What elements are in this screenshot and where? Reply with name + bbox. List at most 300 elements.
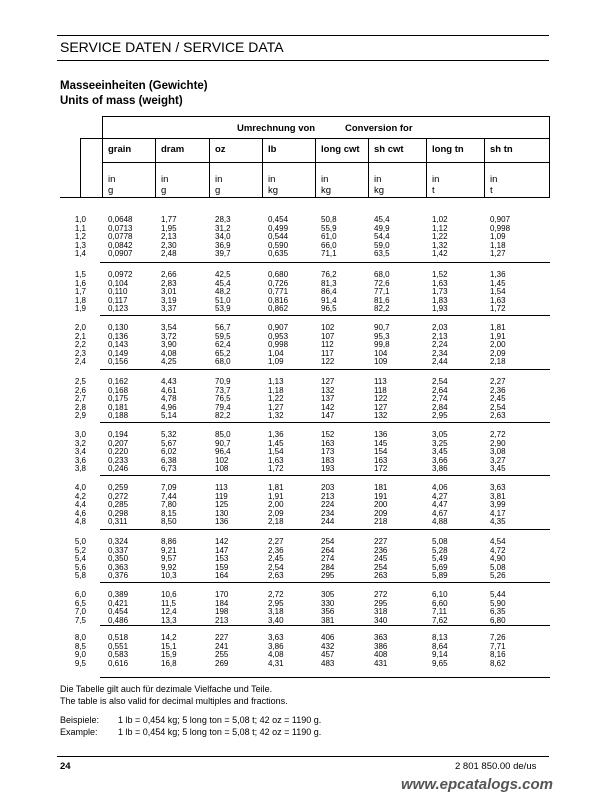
example-en-text: 1 lb = 0,454 kg; 5 long ton = 5,08 t; 42 oz = 1190 g. xyxy=(118,727,322,737)
table-cell: 122 xyxy=(374,394,388,404)
table-cell: 6,10 xyxy=(432,590,448,599)
table-cell: 3,01 xyxy=(161,287,177,297)
table-cell: 4,08 xyxy=(268,650,284,660)
unit-oz: in g xyxy=(215,174,223,196)
table-cell: 0,616 xyxy=(108,658,129,668)
table-cell: 4,17 xyxy=(490,508,506,518)
table-cell: 14,2 xyxy=(161,633,177,642)
table-cell: 3,86 xyxy=(432,464,448,474)
table-cell: 269 xyxy=(215,658,229,668)
table-cell: 4,06 xyxy=(432,483,448,492)
table-cell: 3,25 xyxy=(432,438,448,448)
table-cell: 0,272 xyxy=(108,491,129,501)
table-cell: 236 xyxy=(374,545,388,555)
table-cell: 0,181 xyxy=(108,402,129,412)
table-cell: 263 xyxy=(374,571,388,581)
table-cell: 0,454 xyxy=(108,607,129,617)
table-cell: 1,52 xyxy=(432,270,448,279)
table-cell: 159 xyxy=(215,562,229,572)
table-cell: 0,0842 xyxy=(108,240,133,250)
table-cell: 59,5 xyxy=(215,331,231,341)
footer-rule xyxy=(57,756,549,757)
table-cell: 11,5 xyxy=(161,598,176,608)
table-cell: 1,09 xyxy=(490,232,506,242)
table-cell: 2,74 xyxy=(432,394,448,404)
table-cell: 1,13 xyxy=(268,377,284,386)
table-cell: 5,89 xyxy=(432,571,448,581)
table-cell: 0,156 xyxy=(108,357,129,367)
row-label: 7,0 xyxy=(74,607,86,617)
table-cell: 112 xyxy=(321,340,334,350)
row-label: 2,3 xyxy=(74,348,86,358)
table-cell: 213 xyxy=(321,491,335,501)
table-cell: 8,62 xyxy=(490,658,506,668)
example-de-text: 1 lb = 0,454 kg; 5 long ton = 5,08 t; 42 oz = 1190 g. xyxy=(118,715,322,725)
table-cell: 406 xyxy=(321,633,335,642)
table-cell: 2,30 xyxy=(161,240,177,250)
table-cell: 2,27 xyxy=(268,537,284,546)
col-header-long-cwt: long cwt xyxy=(321,144,360,155)
table-cell: 7,26 xyxy=(490,633,506,642)
row-label: 2,6 xyxy=(74,385,86,395)
row-label: 2,2 xyxy=(74,340,86,350)
row-label: 4,6 xyxy=(74,508,86,518)
table-cell: 4,78 xyxy=(161,394,177,404)
table-cell: 173 xyxy=(321,447,335,457)
table-cell: 79,4 xyxy=(215,402,231,412)
table-cell: 0,110 xyxy=(108,287,128,297)
table-cell: 245 xyxy=(374,554,388,564)
table-cell: 356 xyxy=(321,607,335,617)
table-cell: 1,91 xyxy=(268,491,284,501)
table-cell: 0,363 xyxy=(108,562,129,572)
table-cell: 0,143 xyxy=(108,340,129,350)
table-cell: 147 xyxy=(321,411,335,421)
table-cell: 227 xyxy=(374,537,388,546)
table-cell: 4,47 xyxy=(432,500,448,510)
table-cell: 224 xyxy=(321,500,335,510)
table-cell: 363 xyxy=(374,633,388,642)
table-cell: 3,45 xyxy=(432,447,448,457)
table-cell: 0,389 xyxy=(108,590,129,599)
table-cell: 4,54 xyxy=(490,537,506,546)
unit-lb: in kg xyxy=(268,174,279,196)
table-cell: 184 xyxy=(215,598,229,608)
col-header-lb: lb xyxy=(268,144,277,155)
watermark-url: www.epcatalogs.com xyxy=(401,776,553,793)
table-cell: 9,92 xyxy=(161,562,177,572)
table-cell: 9,65 xyxy=(432,658,448,668)
table-cell: 2,95 xyxy=(432,411,448,421)
table-cell: 8,86 xyxy=(161,537,177,546)
table-cell: 2,48 xyxy=(161,249,177,259)
table-cell: 6,60 xyxy=(432,598,448,608)
table-cell: 55,9 xyxy=(321,223,337,233)
row-label: 1,6 xyxy=(74,278,86,288)
table-cell: 4,67 xyxy=(432,508,448,518)
table-cell: 0,188 xyxy=(108,411,129,421)
table-cell: 45,4 xyxy=(374,215,390,224)
table-cell: 2,66 xyxy=(161,270,177,279)
table-cell: 127 xyxy=(374,402,388,412)
table-cell: 50,8 xyxy=(321,215,337,224)
col-header-sh-cwt: sh cwt xyxy=(374,144,404,155)
section-title-de: Masseeinheiten (Gewichte) xyxy=(60,80,208,92)
table-cell: 191 xyxy=(374,491,388,501)
table-cell: 9,21 xyxy=(161,545,177,555)
table-cell: 164 xyxy=(215,571,229,581)
table-cell: 198 xyxy=(215,607,229,617)
table-cell: 318 xyxy=(374,607,388,617)
table-cell: 0,0907 xyxy=(108,249,133,259)
table-cell: 244 xyxy=(321,517,335,527)
table-cell: 99,8 xyxy=(374,340,390,350)
table-cell: 2,90 xyxy=(490,438,506,448)
row-label: 4,4 xyxy=(74,500,86,510)
table-cell: 3,19 xyxy=(161,295,177,305)
table-cell: 1,45 xyxy=(490,278,506,288)
row-label: 2,9 xyxy=(74,411,86,421)
table-cell: 8,64 xyxy=(432,641,448,651)
table-cell: 5,08 xyxy=(432,537,448,546)
table-cell: 4,27 xyxy=(432,491,448,501)
table-cell: 5,69 xyxy=(432,562,448,572)
row-label: 4,8 xyxy=(74,517,86,527)
table-cell: 2,54 xyxy=(268,562,284,572)
table-cell: 2,54 xyxy=(490,402,506,412)
table-cell: 1,22 xyxy=(432,232,448,242)
table-cell: 8,16 xyxy=(490,650,506,660)
table-cell: 2,34 xyxy=(432,348,448,358)
table-cell: 68,0 xyxy=(215,357,231,367)
row-label: 1,0 xyxy=(74,215,86,224)
table-cell: 0,324 xyxy=(108,537,129,546)
row-label: 1,8 xyxy=(74,295,86,305)
row-label: 6,0 xyxy=(74,590,86,599)
table-cell: 4,08 xyxy=(161,348,177,358)
table-cell: 0,117 xyxy=(108,295,128,305)
table-cell: 200 xyxy=(374,500,388,510)
table-cell: 0,953 xyxy=(268,331,289,341)
table-cell: 0,726 xyxy=(268,278,289,288)
col-header-oz: oz xyxy=(215,144,226,155)
table-cell: 0,285 xyxy=(108,500,129,510)
table-cell: 254 xyxy=(374,562,388,572)
table-cell: 2,36 xyxy=(268,545,284,555)
table-cell: 4,35 xyxy=(490,517,506,527)
table-cell: 0,499 xyxy=(268,223,289,233)
row-label: 5,6 xyxy=(74,562,86,572)
row-label: 8,5 xyxy=(74,641,86,651)
conversion-header-de: Umrechnung von xyxy=(237,123,316,134)
row-label: 3,4 xyxy=(74,447,86,457)
example-de-label: Beispiele: xyxy=(60,715,100,725)
table-cell: 5,44 xyxy=(490,590,506,599)
table-cell: 209 xyxy=(374,508,388,518)
table-cell: 53,9 xyxy=(215,304,231,314)
table-cell: 96,4 xyxy=(215,447,231,457)
table-cell: 96,5 xyxy=(321,304,337,314)
table-cell: 0,298 xyxy=(108,508,129,518)
table-cell: 483 xyxy=(321,658,335,668)
table-cell: 71,1 xyxy=(321,249,337,259)
table-cell: 3,63 xyxy=(490,483,506,492)
row-label: 2,7 xyxy=(74,394,86,404)
table-cell: 274 xyxy=(321,554,335,564)
table-cell: 2,72 xyxy=(268,590,284,599)
table-cell: 118 xyxy=(374,385,387,395)
table-cell: 0,0713 xyxy=(108,223,133,233)
table-cell: 163 xyxy=(374,455,388,465)
unit-long-tn: in t xyxy=(432,174,440,196)
table-cell: 0,816 xyxy=(268,295,289,305)
table-cell: 1,93 xyxy=(432,304,448,314)
table-cell: 3,90 xyxy=(161,340,177,350)
table-cell: 145 xyxy=(374,438,388,448)
row-label: 8,0 xyxy=(74,633,86,642)
section-title-en: Units of mass (weight) xyxy=(60,95,183,107)
table-cell: 1,54 xyxy=(268,447,284,457)
table-cell: 1,91 xyxy=(490,331,506,341)
table-cell: 1,63 xyxy=(432,278,448,288)
table-cell: 0,907 xyxy=(268,323,289,332)
table-cell: 125 xyxy=(215,500,229,510)
table-cell: 295 xyxy=(321,571,335,581)
table-cell: 1,32 xyxy=(432,240,448,250)
table-cell: 2,36 xyxy=(490,385,506,395)
table-cell: 152 xyxy=(321,430,335,439)
table-cell: 65,2 xyxy=(215,348,231,358)
row-label: 1,1 xyxy=(74,223,86,233)
table-cell: 218 xyxy=(374,517,388,527)
table-cell: 113 xyxy=(215,483,228,492)
table-cell: 2,44 xyxy=(432,357,448,367)
table-cell: 6,73 xyxy=(161,464,177,474)
table-cell: 3,72 xyxy=(161,331,177,341)
table-cell: 234 xyxy=(321,508,335,518)
table-cell: 9,57 xyxy=(161,554,177,564)
table-cell: 2,95 xyxy=(268,598,284,608)
table-cell: 7,71 xyxy=(490,641,506,651)
table-cell: 59,0 xyxy=(374,240,390,250)
table-cell: 85,0 xyxy=(215,430,231,439)
table-cell: 170 xyxy=(215,590,229,599)
table-cell: 68,0 xyxy=(374,270,390,279)
col-header-grain: grain xyxy=(108,144,132,155)
table-cell: 15,1 xyxy=(161,641,177,651)
table-cell: 63,5 xyxy=(374,249,390,259)
unit-long-cwt: in kg xyxy=(321,174,332,196)
table-cell: 51,0 xyxy=(215,295,231,305)
table-cell: 0,486 xyxy=(108,615,129,625)
table-cell: 81,3 xyxy=(321,278,337,288)
table-cell: 4,72 xyxy=(490,545,506,555)
table-cell: 5,14 xyxy=(161,411,177,421)
table-cell: 0,162 xyxy=(108,377,129,386)
table-cell: 56,7 xyxy=(215,323,231,332)
page-number: 24 xyxy=(60,761,71,772)
table-cell: 3,05 xyxy=(432,430,448,439)
table-cell: 193 xyxy=(321,464,335,474)
table-cell: 2,45 xyxy=(490,394,506,404)
table-cell: 5,67 xyxy=(161,438,177,448)
row-label: 1,7 xyxy=(74,287,86,297)
table-cell: 86,4 xyxy=(321,287,337,297)
table-cell: 381 xyxy=(321,615,335,625)
table-cell: 3,08 xyxy=(490,447,506,457)
table-cell: 1,42 xyxy=(432,249,448,259)
table-cell: 241 xyxy=(215,641,229,651)
table-cell: 1,09 xyxy=(268,357,284,367)
row-label: 2,5 xyxy=(74,377,86,386)
table-cell: 76,5 xyxy=(215,394,231,404)
table-cell: 0,551 xyxy=(108,641,129,651)
table-cell: 2,24 xyxy=(432,340,448,350)
table-cell: 34,0 xyxy=(215,232,231,242)
table-cell: 7,80 xyxy=(161,500,177,510)
table-cell: 295 xyxy=(374,598,388,608)
table-cell: 181 xyxy=(374,483,388,492)
table-cell: 183 xyxy=(321,455,335,465)
table-cell: 127 xyxy=(321,377,335,386)
table-cell: 142 xyxy=(321,402,335,412)
row-label: 4,0 xyxy=(74,483,86,492)
table-cell: 0,862 xyxy=(268,304,289,314)
table-cell: 10,6 xyxy=(161,590,177,599)
table-cell: 0,544 xyxy=(268,232,289,242)
table-cell: 254 xyxy=(321,537,335,546)
table-cell: 0,207 xyxy=(108,438,129,448)
table-cell: 28,3 xyxy=(215,215,231,224)
table-cell: 13,3 xyxy=(161,615,177,625)
table-cell: 1,81 xyxy=(268,483,284,492)
table-cell: 2,84 xyxy=(432,402,448,412)
table-cell: 227 xyxy=(215,633,229,642)
table-cell: 10,3 xyxy=(161,571,177,581)
row-label: 2,8 xyxy=(74,402,86,412)
table-cell: 62,4 xyxy=(215,340,231,350)
table-cell: 1,32 xyxy=(268,411,284,421)
table-cell: 9,14 xyxy=(432,650,448,660)
table-cell: 4,96 xyxy=(161,402,177,412)
table-cell: 213 xyxy=(215,615,229,625)
table-cell: 2,64 xyxy=(432,385,448,395)
table-cell: 137 xyxy=(321,394,335,404)
table-cell: 0,771 xyxy=(268,287,289,297)
table-cell: 16,8 xyxy=(161,658,177,668)
table-cell: 1,02 xyxy=(432,215,448,224)
table-cell: 0,583 xyxy=(108,650,129,660)
group-rule xyxy=(100,677,550,678)
table-cell: 70,9 xyxy=(215,377,231,386)
table-cell: 91,4 xyxy=(321,295,337,305)
table-cell: 1,73 xyxy=(432,287,448,297)
group-rule xyxy=(100,369,550,370)
table-cell: 0,168 xyxy=(108,385,129,395)
table-cell: 1,83 xyxy=(432,295,448,305)
example-en-label: Example: xyxy=(60,727,98,737)
table-cell: 0,680 xyxy=(268,270,289,279)
table-cell: 1,72 xyxy=(268,464,284,474)
table-cell: 95,3 xyxy=(374,331,390,341)
table-cell: 36,9 xyxy=(215,240,231,250)
table-cell: 2,63 xyxy=(268,571,284,581)
table-cell: 284 xyxy=(321,562,335,572)
table-cell: 408 xyxy=(374,650,388,660)
table-cell: 330 xyxy=(321,598,335,608)
table-cell: 0,454 xyxy=(268,215,289,224)
table-cell: 3,63 xyxy=(268,633,284,642)
table-cell: 5,26 xyxy=(490,571,506,581)
table-cell: 142 xyxy=(215,537,229,546)
table-cell: 42,5 xyxy=(215,270,231,279)
row-label: 2,4 xyxy=(74,357,86,367)
group-rule xyxy=(100,582,550,583)
row-label: 4,2 xyxy=(74,491,86,501)
row-label: 3,6 xyxy=(74,455,86,465)
table-cell: 0,136 xyxy=(108,331,129,341)
table-cell: 0,311 xyxy=(108,517,128,527)
table-cell: 3,99 xyxy=(490,500,506,510)
table-cell: 73,7 xyxy=(215,385,231,395)
table-cell: 3,18 xyxy=(268,607,284,617)
row-label: 1,4 xyxy=(74,249,86,259)
table-cell: 2,00 xyxy=(490,340,506,350)
table-cell: 2,72 xyxy=(490,430,506,439)
table-cell: 6,80 xyxy=(490,615,506,625)
row-label: 9,5 xyxy=(74,658,86,668)
table-cell: 0,635 xyxy=(268,249,289,259)
table-cell: 15,9 xyxy=(161,650,177,660)
table-cell: 2,09 xyxy=(490,348,506,358)
table-cell: 0,421 xyxy=(108,598,129,608)
table-cell: 130 xyxy=(215,508,229,518)
table-cell: 2,13 xyxy=(432,331,448,341)
table-cell: 31,2 xyxy=(215,223,231,233)
table-cell: 119 xyxy=(215,491,228,501)
table-cell: 77,1 xyxy=(374,287,390,297)
table-cell: 1,18 xyxy=(268,385,284,395)
table-cell: 1,45 xyxy=(268,438,284,448)
table-cell: 6,02 xyxy=(161,447,177,457)
table-cell: 4,31 xyxy=(268,658,284,668)
table-cell: 6,38 xyxy=(161,455,177,465)
table-cell: 5,32 xyxy=(161,430,177,439)
table-cell: 0,123 xyxy=(108,304,129,314)
table-cell: 2,13 xyxy=(161,232,177,242)
table-cell: 172 xyxy=(374,464,388,474)
table-cell: 113 xyxy=(374,377,387,386)
table-cell: 0,104 xyxy=(108,278,129,288)
table-cell: 1,36 xyxy=(490,270,506,279)
table-cell: 3,54 xyxy=(161,323,177,332)
table-cell: 431 xyxy=(374,658,388,668)
table-cell: 2,63 xyxy=(490,411,506,421)
row-label: 6,5 xyxy=(74,598,86,608)
table-cell: 153 xyxy=(215,554,229,564)
table-cell: 76,2 xyxy=(321,270,337,279)
group-rule xyxy=(100,422,550,423)
table-cell: 104 xyxy=(374,348,388,358)
table-cell: 72,6 xyxy=(374,278,390,288)
table-cell: 1,77 xyxy=(161,215,177,224)
table-cell: 7,09 xyxy=(161,483,177,492)
table-cell: 3,81 xyxy=(490,491,506,501)
table-cell: 7,44 xyxy=(161,491,177,501)
unit-sh-cwt: in kg xyxy=(374,174,385,196)
table-cell: 0,998 xyxy=(268,340,289,350)
table-cell: 4,25 xyxy=(161,357,177,367)
